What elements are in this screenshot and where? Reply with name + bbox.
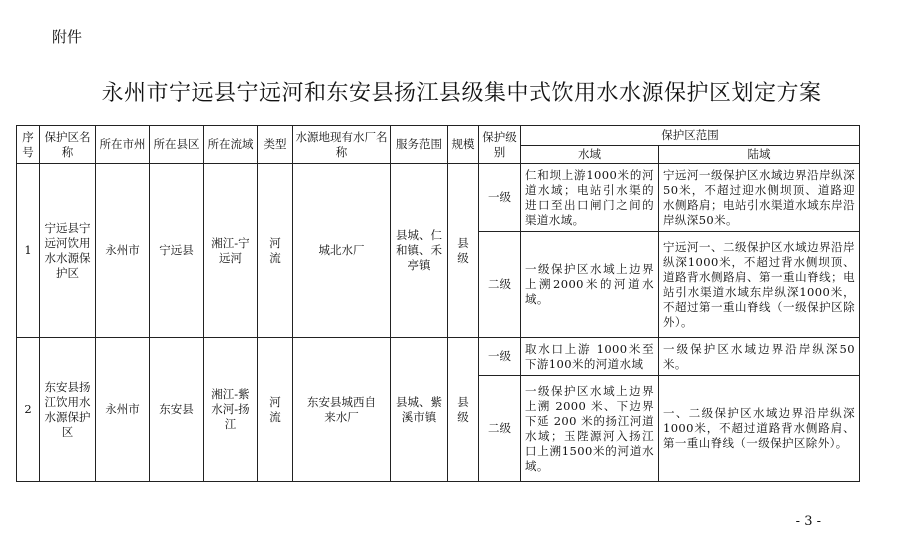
cell-county: 宁远县 [150, 164, 204, 338]
cell-level: 二级 [479, 232, 521, 338]
header-range: 保护区范围 [521, 126, 860, 146]
table-row [17, 164, 860, 232]
header-basin: 所在流域 [204, 126, 258, 164]
protection-zone-table [16, 125, 860, 482]
header-land: 陆域 [659, 146, 860, 164]
cell-service: 县城、紫溪市镇 [391, 338, 448, 482]
cell-area-name: 宁远县宁远河饮用水水源保护区 [40, 164, 96, 338]
attachment-label: 附件 [52, 28, 83, 46]
header-scale: 规模 [448, 126, 479, 164]
cell-seq: 1 [17, 164, 40, 338]
table-row [17, 338, 860, 376]
cell-water-range: 仁和坝上游1000米的河道水域；电站引水渠的进口至出口闸门之间的渠道水域。 [521, 164, 659, 232]
cell-service: 县城、仁和镇、禾亭镇 [391, 164, 448, 338]
cell-scale: 县级 [448, 338, 479, 482]
header-county: 所在县区 [150, 126, 204, 164]
cell-city: 永州市 [96, 338, 150, 482]
cell-land-range: 宁远河一级保护区水域边界沿岸纵深50米，不超过迎水侧坝顶、道路迎水侧路肩；电站引水渠道水域东岸沿岸纵深50米。 [659, 164, 860, 232]
cell-scale: 县级 [448, 164, 479, 338]
cell-water-range: 取水口上游 1000米至下游100米的河道水域 [521, 338, 659, 376]
cell-basin: 湘江-紫水河-扬江 [204, 338, 258, 482]
cell-city: 永州市 [96, 164, 150, 338]
cell-basin: 湘江-宁远河 [204, 164, 258, 338]
cell-level: 一级 [479, 164, 521, 232]
cell-land-range: 一、二级保护区水域边界沿岸纵深1000米，不超过道路背水侧路肩、第一重山脊线（一级保护区除外）。 [659, 376, 860, 482]
document-title: 永州市宁远县宁远河和东安县扬江县级集中式饮用水水源保护区划定方案 [101, 81, 822, 106]
cell-county: 东安县 [150, 338, 204, 482]
header-type: 类型 [258, 126, 293, 164]
cell-seq: 2 [17, 338, 40, 482]
header-service: 服务范围 [391, 126, 448, 164]
cell-type: 河流 [258, 164, 293, 338]
header-seq: 序号 [17, 126, 40, 164]
cell-area-name: 东安县扬江饮用水水源保护区 [40, 338, 96, 482]
header-area-name: 保护区名称 [40, 126, 96, 164]
cell-land-range: 一级保护区水域边界沿岸纵深50米。 [659, 338, 860, 376]
header-city: 所在市州 [96, 126, 150, 164]
cell-source: 城北水厂 [293, 164, 391, 338]
cell-land-range: 宁远河一、二级保护区水域边界沿岸纵深1000米，不超过背水侧坝顶、道路背水侧路肩、第一重山脊线；电站引水渠道水域东岸纵深1000米，不超过第一重山脊线（一级保护区除外）。 [659, 232, 860, 338]
header-level: 保护级别 [479, 126, 521, 164]
header-water: 水域 [521, 146, 659, 164]
cell-level: 一级 [479, 338, 521, 376]
cell-type: 河流 [258, 338, 293, 482]
cell-water-range: 一级保护区水域上边界上溯2000米的河道水域。 [521, 232, 659, 338]
cell-water-range: 一级保护区水域上边界上溯 2000 米、下边界下延 200 米的扬江河道水域；玉陛源河入扬江口上溯1500米的河道水域。 [521, 376, 659, 482]
page-number: - 3 - [795, 514, 821, 529]
header-source: 水源地现有水厂名称 [293, 126, 391, 164]
cell-level: 二级 [479, 376, 521, 482]
cell-source: 东安县城西自来水厂 [293, 338, 391, 482]
